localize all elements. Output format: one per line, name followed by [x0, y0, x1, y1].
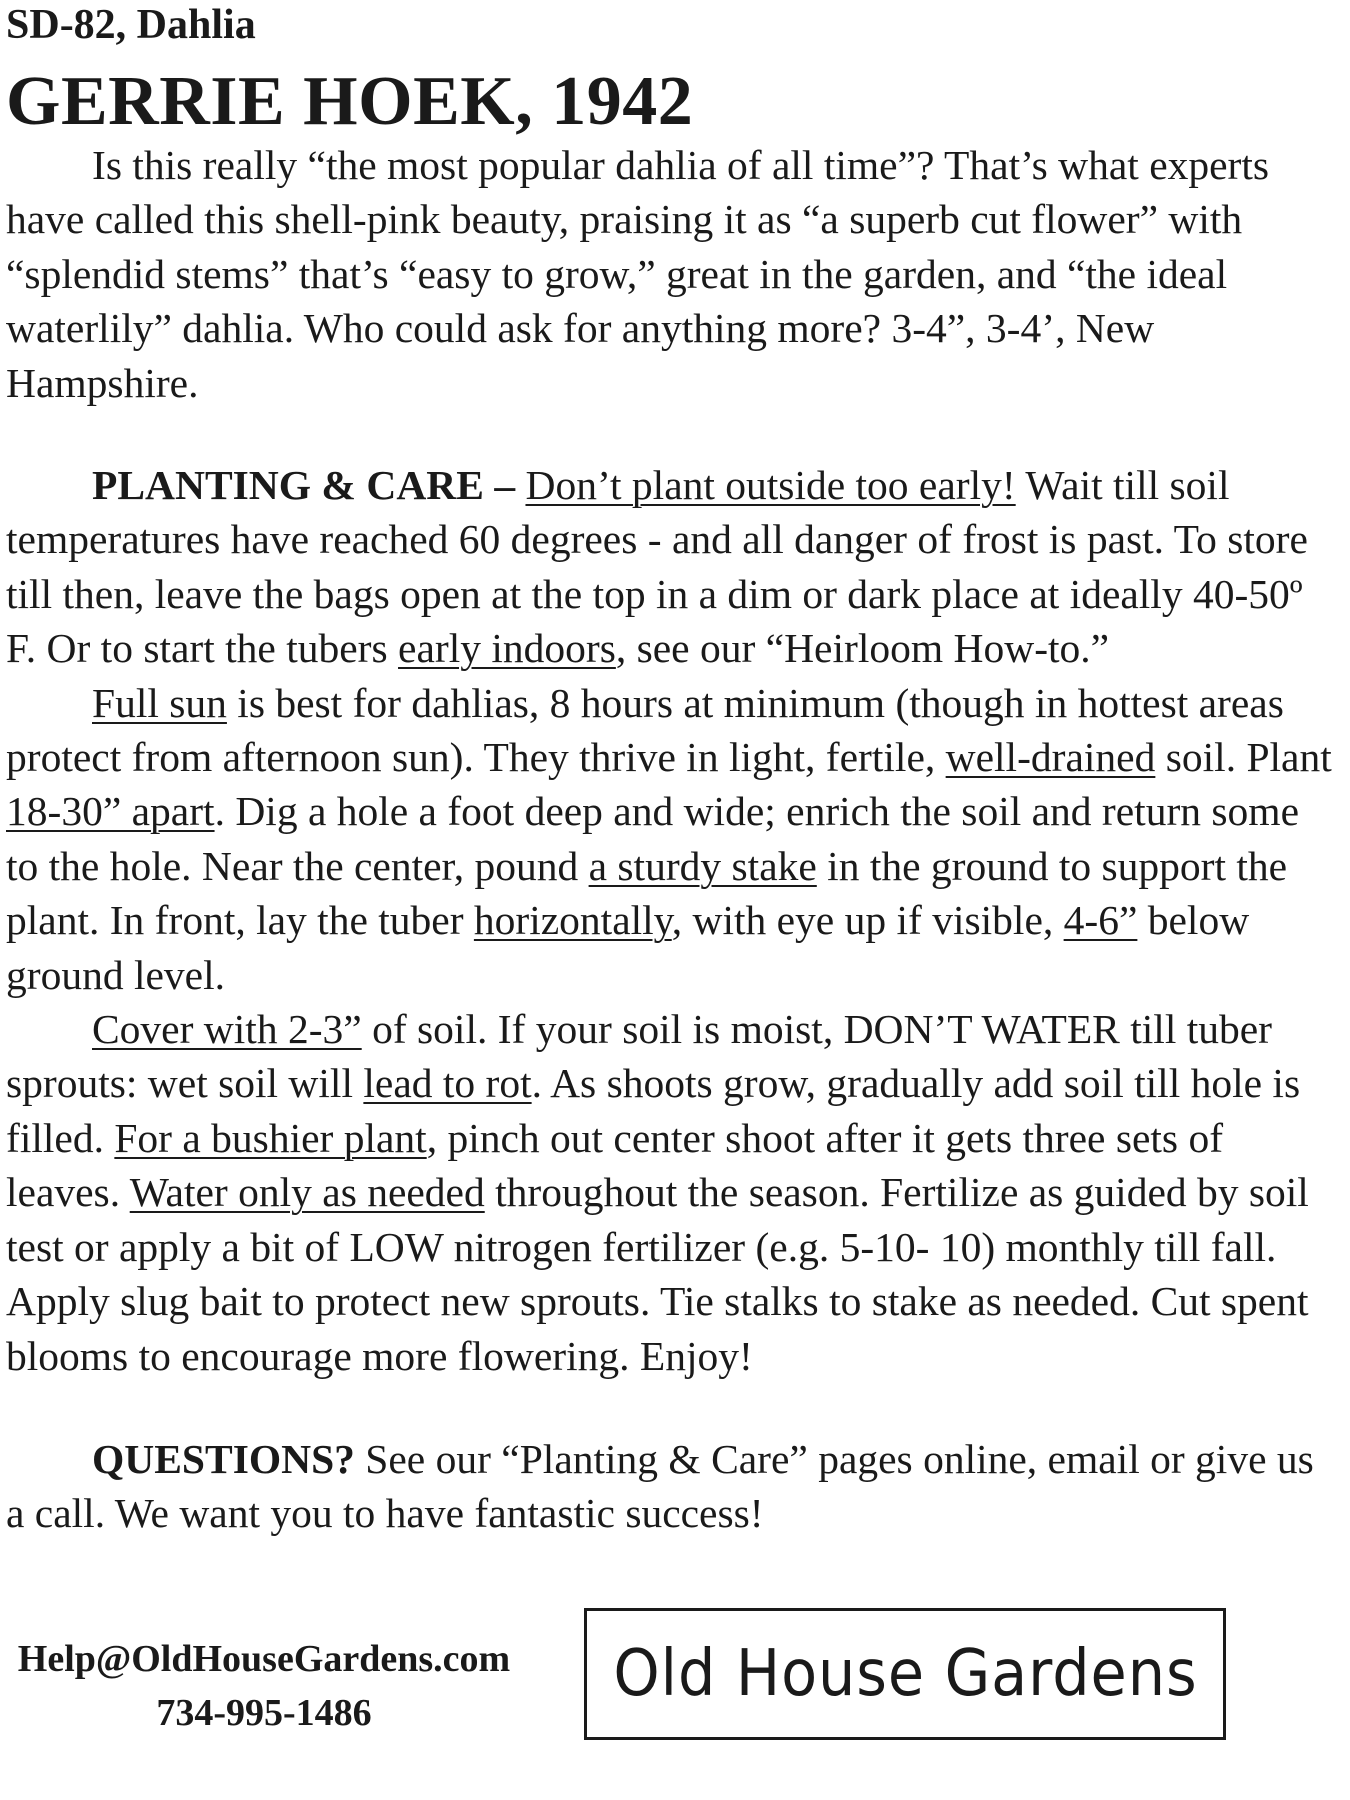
planting-emphasis: 18-30” apart: [6, 788, 215, 835]
email-link[interactable]: Help@OldHouseGardens.com: [17, 1638, 511, 1680]
planting-emphasis: a sturdy stake: [588, 842, 817, 889]
contact-block: [14, 1632, 514, 1740]
logo-text: Old House Gardens: [612, 1637, 1198, 1711]
questions-text: See our “Planting & Care” pages online, email or give us a call. We want you to have fantastic success!: [6, 1436, 1314, 1537]
planting-text: , pinch out center shoot after it gets three sets of leaves.: [6, 1114, 1224, 1216]
intro-paragraph: [6, 138, 1336, 410]
planting-text: is best for dahlias, 8 hours at minimum (though in hottest areas protect from afternoon sun). They thrive in light, fertile,: [6, 679, 1284, 781]
planting-emphasis: early indoors: [398, 625, 616, 672]
planting-emphasis: horizontally: [473, 897, 672, 944]
planting-label: PLANTING & CARE –: [92, 462, 516, 508]
planting-emphasis: well-drained: [945, 734, 1156, 781]
planting-text: . Dig a hole a foot deep and wide; enrich the soil and return some to the hole. Near the center, pound: [6, 788, 1299, 889]
intro-text: Is this really “the most popular dahlia of all time”? That’s what experts have called this shell-pink beauty, praising it as “a superb cut flower” with “splendid stems” that’s “easy to grow,” great in the garden, and “the ideal waterlily” dahlia. Who could ask for anything more? 3-4”, 3-4’, New Hampshire.: [6, 142, 1270, 406]
planting-text: soil. Plant: [1155, 734, 1332, 781]
planting-text: throughout the season. Fertilize as guided by soil test or apply a bit of LOW nitrogen fertilizer (e.g. 5-10- 10) monthly till fall. Apply slug bait to protect new sprouts. Tie stalks to stake as needed. Cut spent blooms to encourage more flowering. Enjoy!: [6, 1169, 1309, 1379]
planting-section: [6, 458, 1336, 1383]
planting-emphasis: Full sun: [92, 679, 227, 726]
planting-text: of soil. If your soil is moist, DON’T WATER till tuber sprouts: wet soil will: [6, 1006, 1272, 1107]
planting-text: , see our “Heirloom How-to.”: [615, 625, 1110, 672]
logo: [584, 1608, 1226, 1740]
planting-text: . As shoots grow, gradually add soil till hole is filled.: [6, 1060, 1301, 1161]
planting-text: below ground level.: [6, 897, 1250, 998]
planting-emphasis: For a bushier plant: [114, 1114, 427, 1161]
planting-emphasis: 4-6”: [1063, 897, 1138, 944]
questions-label: QUESTIONS?: [92, 1436, 355, 1482]
page-title: GERRIE HOEK, 1942: [6, 63, 694, 140]
planting-emphasis: Don’t plant outside too early!: [525, 462, 1016, 508]
planting-paragraph-2: [6, 676, 1336, 1002]
planting-emphasis: Cover with 2-3”: [92, 1006, 362, 1053]
planting-emphasis: Water only as needed: [129, 1169, 485, 1216]
questions-paragraph: [6, 1432, 1336, 1541]
product-code: SD-82, Dahlia: [6, 2, 256, 48]
planting-text: , with eye up if visible,: [671, 897, 1064, 944]
planting-paragraph-3: [6, 1002, 1336, 1383]
planting-emphasis: lead to rot: [363, 1060, 532, 1107]
planting-paragraph-1: [6, 458, 1336, 676]
planting-text: in the ground to support the plant. In front, lay the tuber: [6, 842, 1288, 944]
phone-number[interactable]: 734-995-1486: [156, 1692, 372, 1734]
planting-text: Wait till soil temperatures have reached 60 degrees - and all danger of frost is past. To store till then, leave the bags open at the top in a dim or dark place at ideally 40-50º F. Or to start the tubers: [6, 462, 1308, 672]
